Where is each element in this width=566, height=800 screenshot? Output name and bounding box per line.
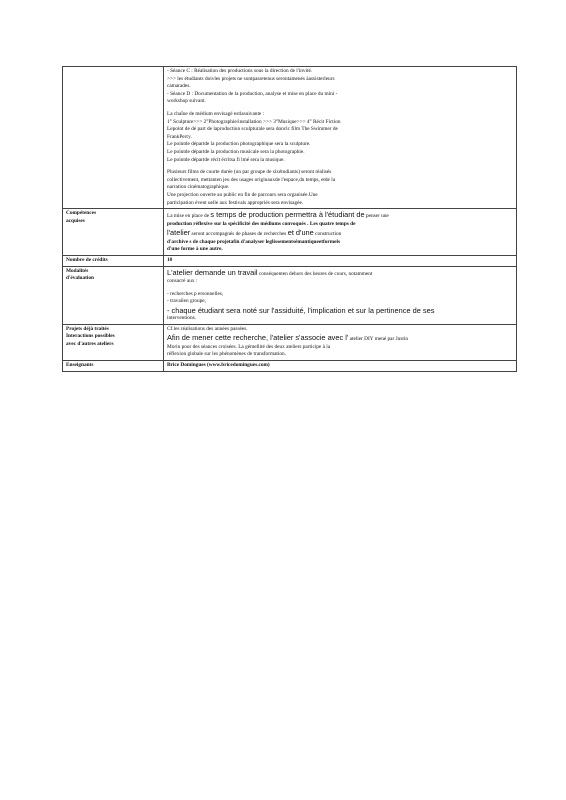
competences-label [63, 209, 164, 256]
programme-line: Le pointde départde la production photographique sera la sculpture. [167, 141, 311, 148]
programme-line: - Séance C : Réalisation des productions sous la direction de l'invité. [167, 68, 313, 74]
programme-line: FrankPerry. [167, 133, 192, 140]
evaluation-text-2: consacré aux : [167, 278, 198, 285]
evaluation-label-1: Modalités [66, 267, 89, 274]
programme-line: workshop suivant. [167, 98, 206, 105]
programme-line: Plusieurs films de courte durée (un par groupe de sixétudiants) seront réalisés [167, 169, 332, 176]
competences-content [164, 209, 517, 256]
programme-line: narration cinématographique. [167, 184, 230, 191]
row-enseignants [63, 361, 517, 372]
programme-line: Le pointde départde récit écritsa fi lmé sera la musique. [167, 156, 285, 163]
programme-line: Le pointde départde la production musicale sera la photographie. [167, 148, 305, 155]
competences-text-1a: La mise en place de [167, 213, 210, 220]
row-evaluation [63, 266, 517, 324]
programme-line: collectivement, mettanten jeu des usages originauxde l'espace,du temps, etde la [167, 176, 336, 183]
projets-text-4: réflexion globale sur les phénomènes de transformation. [167, 351, 286, 358]
course-table [62, 66, 517, 372]
competences-label-2: acquises [66, 217, 85, 224]
evaluation-item-2: - travailen groupe, [167, 298, 206, 305]
row-programme [63, 67, 517, 209]
competences-text-4: d'archive s de chaque projetafin d'analyser leglissementsémantiqueetformels [167, 238, 341, 245]
competences-text-3big2: et d'une [287, 228, 314, 238]
programme-lines [167, 68, 513, 207]
programme-line: >>> les étudiants doivles projets ne sontpasretenus serontamenés àassisterleurs [167, 75, 335, 82]
enseignants-text: Brice Domingues (www.bricedomingues.com) [167, 362, 270, 368]
projets-text-1: Cf.les réalisations des années passées. [167, 325, 248, 332]
page [62, 66, 502, 372]
projets-text-3: Morin pour des séances croisées. La gémellité des deux ateliers participe à la [167, 343, 331, 350]
row-projets [63, 324, 517, 360]
row-competences [63, 209, 517, 256]
evaluation-item-3b: interventions. [167, 315, 196, 322]
projets-text-2a: atelier DIY mené par Justin [349, 336, 408, 343]
enseignants-label: Enseignants [63, 361, 164, 372]
programme-line: 1° Sculpture>>> 2°Photographie/installation >>> 3°Musique>>> 4° Récit Fiction [167, 118, 341, 125]
evaluation-label-2: d'évaluation [66, 275, 94, 282]
competences-text-3a: seront accompagnés de phases de recherches [191, 231, 287, 238]
credits-value: 10 [164, 256, 517, 267]
competences-label-1: Compétences [66, 210, 97, 217]
evaluation-label [63, 266, 164, 324]
evaluation-item-3: - chaque étudiant sera noté sur l'assiduité, l'implication et sur la pertinence de ses [167, 306, 435, 316]
competences-text-1b: penser une [365, 213, 389, 220]
programme-line: - Séance D : Documentation de la production, analyse et mise en place du mini - [167, 90, 338, 97]
competences-text-3b: construction [315, 231, 342, 238]
competences-text-2: production réflexive sur la spécificité des médiums convoqués . Les quatre temps de [167, 220, 356, 227]
programme-content [164, 67, 517, 209]
projets-label [63, 324, 164, 360]
projets-label-3: avec d'autres ateliers [66, 340, 114, 347]
projets-text-2big: Afin de mener cette recherche, l'atelier s'associe avec l' [167, 333, 349, 343]
enseignants-value [164, 361, 517, 372]
programme-line: Lepoint de dé part de laproduction sculpturale sera donclc film The Swimmer de [167, 126, 338, 133]
competences-text-1big: s temps de production permettra à l'étudiant de [210, 210, 365, 220]
evaluation-item-1: - recherches p ersonnelles, [167, 290, 224, 297]
evaluation-content [164, 266, 517, 324]
programme-line: participation évent uelle aux festivals appropriés sera envisagée. [167, 199, 304, 206]
programme-label [63, 67, 164, 209]
competences-text-3big: l'atelier [167, 228, 191, 238]
competences-text-5: d'une forme à une autre. [167, 246, 223, 253]
projets-content [164, 324, 517, 360]
projets-label-2: Interactions possibles [66, 333, 115, 340]
programme-line: camarades. [167, 83, 191, 90]
credits-label: Nombre de crédits [63, 256, 164, 267]
programme-line: Une projection ouverte au public en fin de parcours sera organisée.Une [167, 191, 318, 198]
row-credits [63, 256, 517, 267]
programme-line: La chaîne de médium envisagé estlasuivante : [167, 110, 265, 117]
evaluation-text-1big: L'atelier demande un travail [167, 267, 258, 277]
evaluation-text-1a: conséquenten dehors des heures de cours, notamment [258, 270, 373, 277]
projets-label-1: Projets déjà traités [66, 325, 109, 332]
